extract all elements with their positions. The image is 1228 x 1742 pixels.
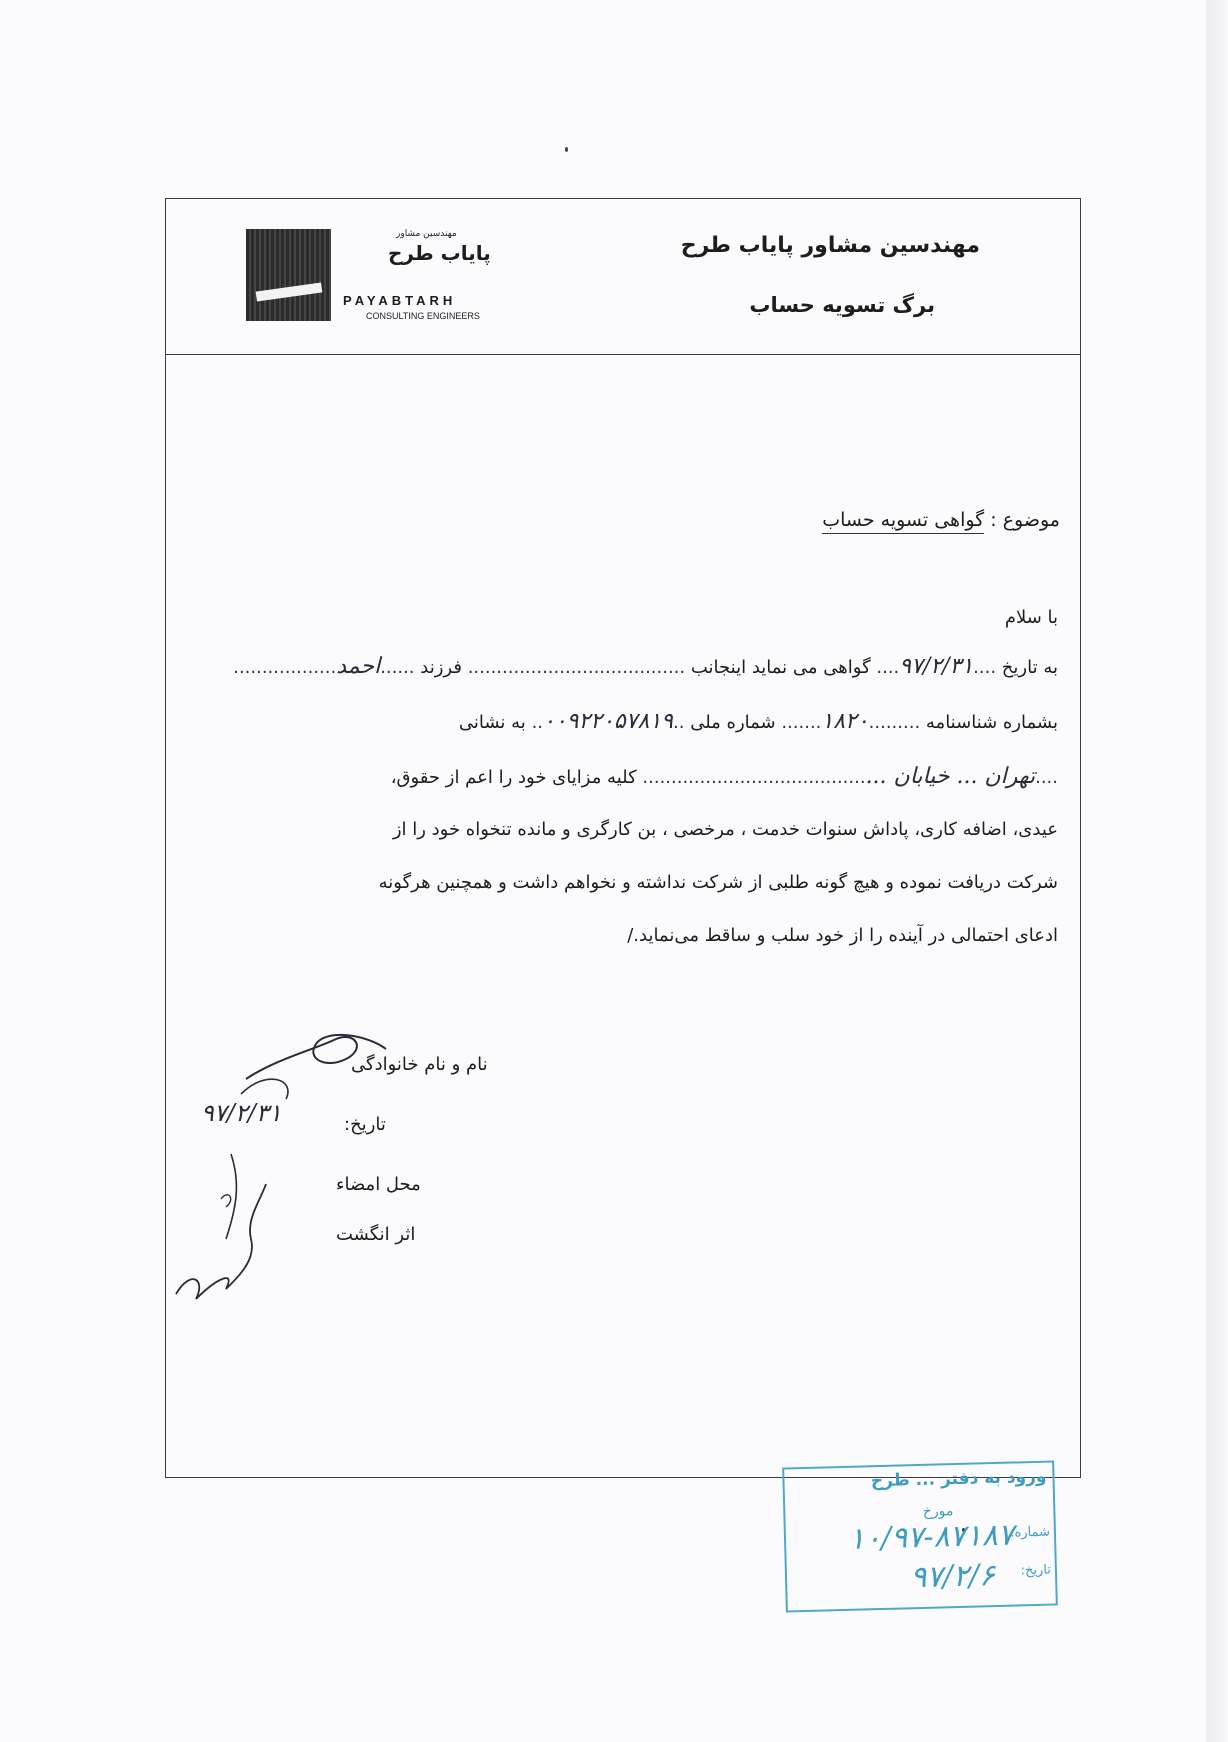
logo-name-en: PAYABTARH — [343, 293, 457, 308]
greeting: با سلام — [1004, 607, 1058, 628]
date-label: به تاریخ — [1001, 657, 1058, 678]
stamp-date-label: تاریخ: — [1020, 1562, 1052, 1579]
handwritten-national-id: ۰۰۹۲۲۰۵۷۸۱۹ — [543, 709, 673, 734]
logo-name-fa: پایاب طرح — [388, 241, 491, 265]
company-title: مهندسین مشاور پایاب طرح — [680, 233, 980, 258]
stamp-date: ۹۷/۲/۶ — [909, 1558, 996, 1596]
body-text-3: کلیه مزایای خود را اعم از حقوق، — [390, 767, 637, 788]
body-line-2: بشماره شناسنامه .........۱۸۲۰....... شماره ملی ..۰۰۹۲۲۰۵۷۸۱۹.. به نشانی — [458, 709, 1058, 734]
handwritten-id-number: ۱۸۲۰ — [821, 709, 869, 734]
handwritten-signature-date: ۹۷/۲/۳۱ — [201, 1099, 282, 1127]
handwritten-father-name: احمد — [336, 654, 381, 679]
handwritten-address: تهران ... خیابان ... — [865, 764, 1036, 789]
logo-caption-en: CONSULTING ENGINEERS — [366, 311, 480, 321]
id-number-label: بشماره شناسنامه — [925, 712, 1058, 733]
handwritten-date: ۹۷/۲/۳۱ — [899, 654, 974, 679]
body-line-3: ....تهران ... خیابان .......................................... کلیه مزایای خود را اعم از حقوق، — [390, 764, 1058, 789]
fingerprint-label: اثر انگشت — [336, 1224, 416, 1245]
subject-label: موضوع : — [990, 509, 1060, 531]
registry-stamp — [782, 1460, 1058, 1612]
certify-text: گواهی می نماید اینجانب — [690, 657, 871, 678]
subject-value: گواهی تسویه حساب — [822, 509, 984, 534]
body-line-1: به تاریخ ....۹۷/۲/۳۱.... گواهی می نماید اینجانب ...................................... فرزند ......احمد.................. — [233, 654, 1058, 679]
logo-caption-fa: مهندسین مشاور — [396, 229, 457, 239]
child-of-label: فرزند — [420, 657, 462, 678]
page-edge-right — [1206, 0, 1228, 1742]
body-line-5: شرکت دریافت نموده و هیچ گونه طلبی از شرکت نداشته و نخواهم داشت و همچنین هرگونه — [378, 872, 1058, 893]
scan-speck — [565, 147, 568, 152]
stamp-caption: مورخ — [922, 1503, 954, 1520]
stamp-title: ورود به دفتر ... طرح — [870, 1466, 1047, 1492]
address-label: به نشانی — [458, 712, 526, 733]
signature-place-label: محل امضاء — [336, 1174, 421, 1195]
national-id-label: شماره ملی — [690, 712, 776, 733]
body-line-6: ادعای احتمالی در آینده را از خود سلب و ساقط می‌نماید./ — [627, 925, 1058, 946]
handwritten-signature — [166, 199, 1082, 1479]
full-name-label: نام و نام خانوادگی — [351, 1054, 488, 1075]
settlement-form — [165, 198, 1081, 1596]
signature-date-label: تاریخ: — [344, 1114, 386, 1135]
stamp-number: ۱۰/۹۷-۸۷۱۸۷ — [848, 1517, 1015, 1557]
form-title: برگ تسویه حساب — [749, 293, 935, 317]
body-line-4: عیدی، اضافه کاری، پاداش سنوات خدمت ، مرخصی ، بن کارگری و مانده تنخواه خود را از — [392, 819, 1058, 840]
stamp-number-label: شماره: — [1009, 1524, 1051, 1541]
